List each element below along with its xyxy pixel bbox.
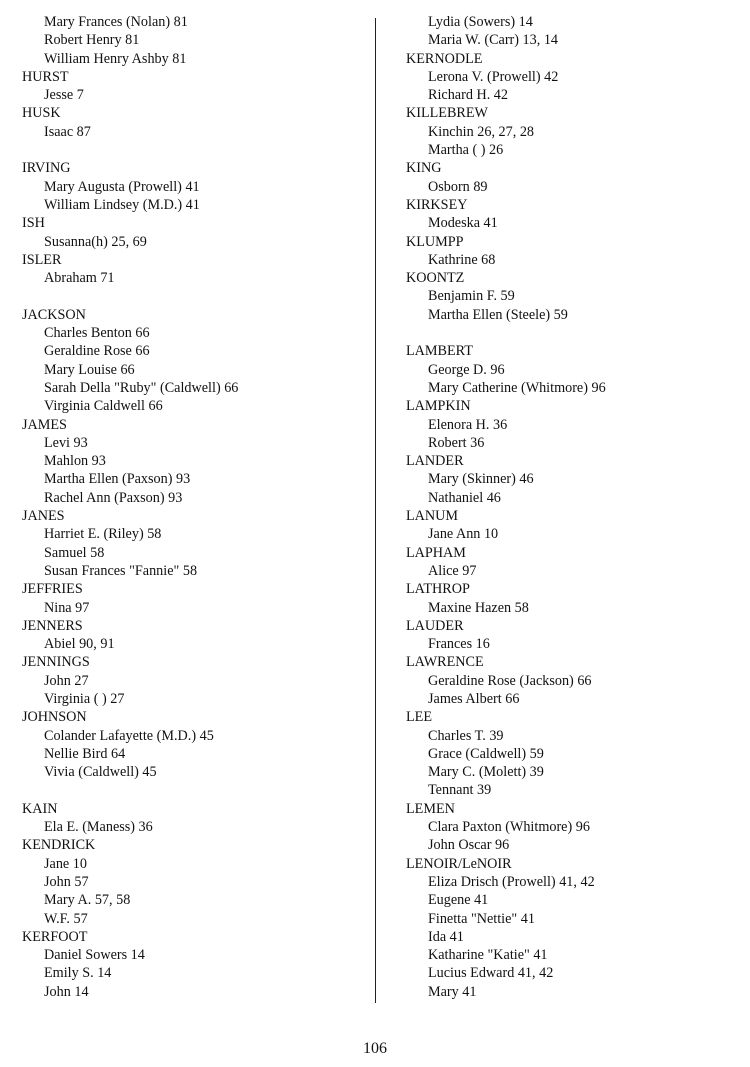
surname-heading: LANDER [406, 453, 464, 470]
surname-heading: JAMES [22, 416, 67, 433]
given-name-entry: Susanna(h) 25, 69 [44, 233, 147, 250]
index-entry-group [406, 653, 736, 708]
surname-heading: KLUMPP [406, 233, 464, 250]
given-name-entry: Virginia ( ) 27 [44, 690, 125, 707]
given-name-entry: Grace (Caldwell) 59 [428, 745, 544, 762]
page-number: 106 [363, 1040, 387, 1057]
given-name-entry: Clara Paxton (Whitmore) 96 [428, 819, 590, 836]
given-name-entry: Jane 10 [44, 855, 87, 872]
given-name-entry: Colander Lafayette (M.D.) 45 [44, 727, 214, 744]
index-entry-group [406, 855, 736, 1001]
surname-heading: ISH [22, 215, 45, 232]
given-name-entry: Jesse 7 [44, 87, 84, 104]
index-entry-group [22, 836, 362, 927]
given-name-entry: Sarah Della "Ruby" (Caldwell) 66 [44, 379, 239, 396]
given-name-entry: Lerona V. (Prowell) 42 [428, 68, 559, 85]
index-entry-group [406, 617, 736, 654]
given-name-entry: William Henry Ashby 81 [44, 50, 187, 67]
given-name-entry: William Lindsey (M.D.) 41 [44, 196, 200, 213]
index-column-right [406, 13, 736, 1001]
given-name-entry: Mary Frances (Nolan) 81 [44, 14, 188, 30]
given-name-entry: Charles Benton 66 [44, 325, 150, 342]
given-name-entry: W.F. 57 [44, 910, 88, 927]
given-name-entry: Nina 97 [44, 599, 90, 616]
given-name-entry: Osborn 89 [428, 178, 488, 195]
given-name-entry: James Albert 66 [428, 690, 520, 707]
surname-heading: KIRKSEY [406, 196, 468, 213]
index-entry-group [22, 617, 362, 654]
surname-heading: JOHNSON [22, 709, 87, 726]
given-name-entry: Eliza Drisch (Prowell) 41, 42 [428, 873, 595, 890]
given-name-entry: Samuel 58 [44, 544, 105, 561]
surname-heading: KERNODLE [406, 50, 483, 67]
surname-heading: LEMEN [406, 800, 455, 817]
surname-heading: KERFOOT [22, 928, 88, 945]
given-name-entry: Isaac 87 [44, 123, 91, 140]
index-entry-group [22, 653, 362, 708]
index-entry-group [406, 544, 736, 581]
index-entry-group [406, 104, 736, 159]
column-divider [375, 18, 376, 1003]
given-name-entry: Tennant 39 [428, 782, 492, 799]
given-name-entry: John 27 [44, 672, 89, 689]
surname-heading: LEE [406, 709, 432, 726]
given-name-entry: Elenora H. 36 [428, 416, 508, 433]
given-name-entry: Mary 41 [428, 983, 477, 1000]
given-name-entry: Mary A. 57, 58 [44, 892, 131, 909]
given-name-entry: Lydia (Sowers) 14 [428, 14, 533, 30]
given-name-entry: Mahlon 93 [44, 453, 106, 470]
surname-heading: KOONTZ [406, 270, 465, 287]
given-name-entry: Frances 16 [428, 636, 490, 653]
surname-heading: LAMBERT [406, 343, 473, 360]
given-name-entry: Martha Ellen (Steele) 59 [428, 306, 568, 323]
index-entry-group [22, 580, 362, 617]
given-name-entry: Eugene 41 [428, 892, 489, 909]
given-name-entry: Rachel Ann (Paxson) 93 [44, 489, 183, 506]
given-name-entry: Maria W. (Carr) 13, 14 [428, 32, 559, 49]
surname-heading: JEFFRIES [22, 581, 83, 598]
surname-heading: KENDRICK [22, 837, 96, 854]
given-name-entry: Nathaniel 46 [428, 489, 501, 506]
index-entry-group [22, 416, 362, 507]
index-entry-group [406, 580, 736, 617]
index-entry-group [22, 13, 362, 68]
surname-heading: KAIN [22, 800, 58, 817]
index-entry-group [22, 708, 362, 781]
index-entry-group [22, 507, 362, 580]
index-entry-group [406, 452, 736, 507]
given-name-entry: Martha Ellen (Paxson) 93 [44, 471, 191, 488]
given-name-entry: Kinchin 26, 27, 28 [428, 123, 535, 140]
given-name-entry: Robert Henry 81 [44, 32, 140, 49]
given-name-entry: Daniel Sowers 14 [44, 947, 145, 964]
given-name-entry: John 57 [44, 873, 89, 890]
given-name-entry: Richard H. 42 [428, 87, 508, 104]
surname-heading: JENNINGS [22, 654, 90, 671]
index-entry-group [22, 214, 362, 251]
given-name-entry: Kathrine 68 [428, 251, 496, 268]
given-name-entry: John 14 [44, 983, 89, 1000]
given-name-entry: Lucius Edward 41, 42 [428, 965, 554, 982]
index-entry-group [22, 68, 362, 105]
index-entry-group [406, 269, 736, 324]
index-entry-group [406, 233, 736, 270]
given-name-entry: Virginia Caldwell 66 [44, 398, 163, 415]
surname-heading: LAWRENCE [406, 654, 484, 671]
given-name-entry: Levi 93 [44, 434, 88, 451]
surname-heading: LANUM [406, 508, 459, 525]
index-entry-group [406, 507, 736, 544]
given-name-entry: Katharine "Katie" 41 [428, 947, 548, 964]
given-name-entry: Abiel 90, 91 [44, 636, 115, 653]
given-name-entry: Modeska 41 [428, 215, 498, 232]
surname-heading: LAUDER [406, 617, 464, 634]
given-name-entry: Mary C. (Molett) 39 [428, 764, 544, 781]
given-name-entry: Jane Ann 10 [428, 526, 499, 543]
surname-heading: IRVING [22, 160, 71, 177]
given-name-entry: Robert 36 [428, 434, 485, 451]
surname-heading: LATHROP [406, 581, 470, 598]
given-name-entry: John Oscar 96 [428, 837, 510, 854]
given-name-entry: Vivia (Caldwell) 45 [44, 764, 157, 781]
given-name-entry: Ela E. (Maness) 36 [44, 819, 153, 836]
given-name-entry: Benjamin F. 59 [428, 288, 515, 305]
given-name-entry: Maxine Hazen 58 [428, 599, 529, 616]
given-name-entry: Emily S. 14 [44, 965, 112, 982]
given-name-entry: Charles T. 39 [428, 727, 504, 744]
surname-heading: HUSK [22, 105, 61, 122]
given-name-entry: Ida 41 [428, 928, 464, 945]
index-entry-group [406, 159, 736, 196]
index-entry-group [22, 159, 362, 214]
surname-heading: HURST [22, 68, 69, 85]
given-name-entry: Mary Augusta (Prowell) 41 [44, 178, 200, 195]
given-name-entry: Susan Frances "Fannie" 58 [44, 562, 198, 579]
given-name-entry: Geraldine Rose (Jackson) 66 [428, 672, 592, 689]
index-entry-group [406, 397, 736, 452]
index-entry-group [22, 800, 362, 837]
index-entry-group [406, 708, 736, 799]
surname-heading: JACKSON [22, 306, 86, 323]
surname-heading: LAMPKIN [406, 398, 471, 415]
surname-heading: ISLER [22, 251, 62, 268]
given-name-entry: Finetta "Nettie" 41 [428, 910, 535, 927]
surname-heading: LENOIR/LeNOIR [406, 855, 512, 872]
surname-heading: JANES [22, 508, 65, 525]
given-name-entry: Mary (Skinner) 46 [428, 471, 534, 488]
index-entry-group [22, 104, 362, 141]
index-entry-group [406, 13, 736, 50]
given-name-entry: George D. 96 [428, 361, 505, 378]
index-entry-group [406, 50, 736, 105]
surname-heading: LAPHAM [406, 544, 466, 561]
index-entry-group [22, 251, 362, 288]
index-entry-group [22, 928, 362, 1001]
given-name-entry: Geraldine Rose 66 [44, 343, 150, 360]
index-entry-group [22, 306, 362, 416]
given-name-entry: Mary Catherine (Whitmore) 96 [428, 379, 606, 396]
index-entry-group [406, 196, 736, 233]
surname-heading: KILLEBREW [406, 105, 488, 122]
given-name-entry: Alice 97 [428, 562, 477, 579]
given-name-entry: Martha ( ) 26 [428, 142, 504, 159]
surname-heading: KING [406, 160, 442, 177]
given-name-entry: Mary Louise 66 [44, 361, 135, 378]
given-name-entry: Harriet E. (Riley) 58 [44, 526, 162, 543]
index-entry-group [406, 342, 736, 397]
index-entry-group [406, 800, 736, 855]
given-name-entry: Nellie Bird 64 [44, 745, 126, 762]
index-column-left [22, 13, 362, 1001]
given-name-entry: Abraham 71 [44, 270, 115, 287]
surname-heading: JENNERS [22, 617, 83, 634]
